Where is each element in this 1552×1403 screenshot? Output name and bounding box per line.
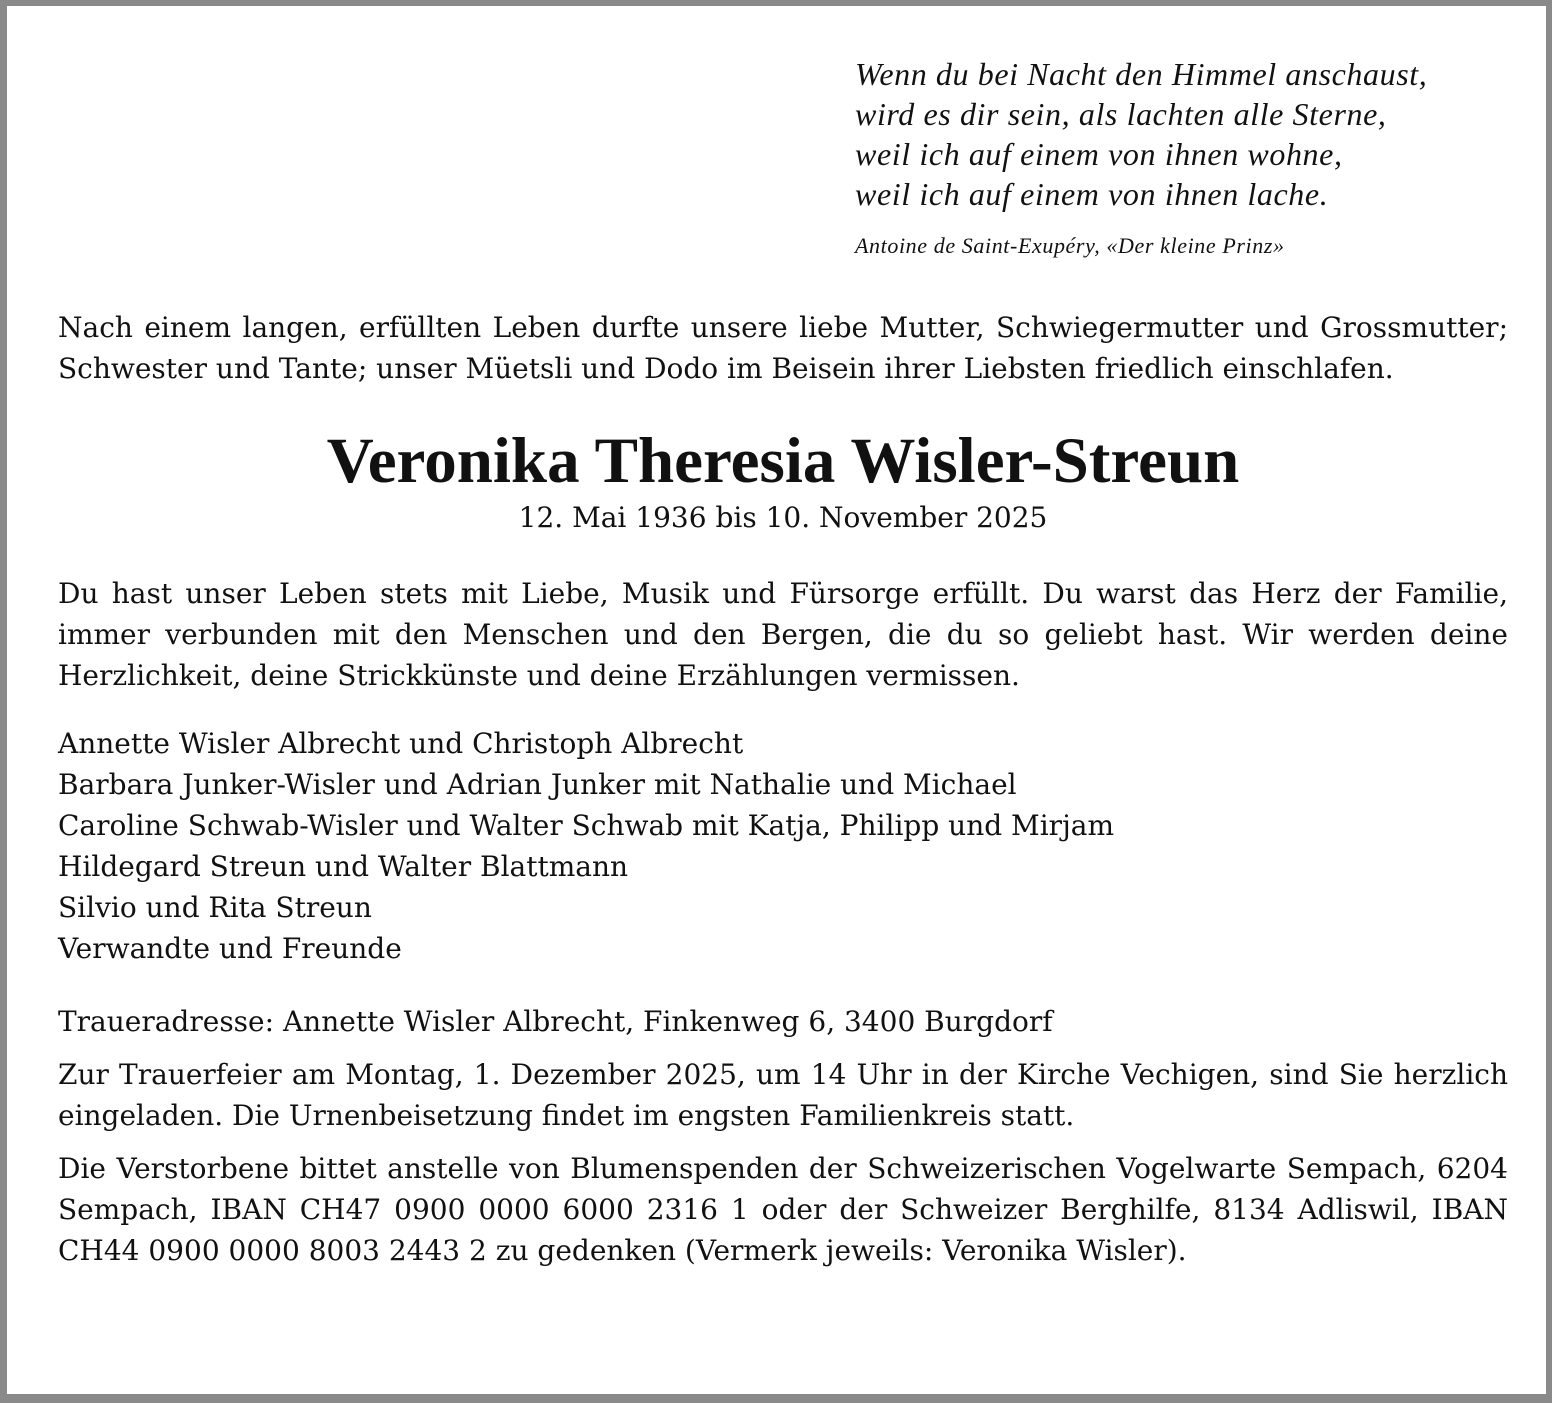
funeral-service-info: Zur Trauerfeier am Montag, 1. Dezember 2025, um 14 Uhr in der Kirche Vechigen, sind Sie herzlich eingeladen. Die Urnenbeisetzung findet im engsten Familienkreis statt. [58, 1058, 1508, 1132]
mourners-list [58, 723, 1508, 969]
quote-line: weil ich auf einem von ihnen lache. [855, 176, 1329, 212]
epigraph-quote [855, 54, 1508, 214]
deceased-name: Veronika Theresia Wisler-Streun [326, 425, 1240, 497]
tribute-paragraph: Du hast unser Leben stets mit Liebe, Musik und Fürsorge erfüllt. Du warst das Herz der Familie, immer verbunden mit den Menschen und den Bergen, die du so geliebt hast. Wir werden deine Herzlichkeit, deine Strickkünste und deine Erzählungen vermissen. [58, 577, 1508, 692]
obituary-content [58, 54, 1508, 1271]
mourning-address: Traueradresse: Annette Wisler Albrecht, Finkenweg 6, 3400 Burgdorf [58, 1005, 1053, 1038]
intro-paragraph: Nach einem langen, erfüllten Leben durfte unsere liebe Mutter, Schwiegermutter und Grossmutter; Schwester und Tante; unser Müetsli und Dodo im Beisein ihrer Liebsten friedlich einschlafen. [58, 311, 1508, 385]
mourner-entry: Silvio und Rita Streun [58, 891, 372, 924]
mourner-entry: Annette Wisler Albrecht und Christoph Albrecht [58, 727, 744, 760]
quote-line: weil ich auf einem von ihnen wohne, [855, 136, 1343, 172]
mourner-entry: Barbara Junker-Wisler und Adrian Junker mit Nathalie und Michael [58, 768, 1017, 801]
mourner-entry: Hildegard Streun und Walter Blattmann [58, 850, 629, 883]
mourner-entry: Verwandte und Freunde [58, 932, 402, 965]
quote-line: Wenn du bei Nacht den Himmel anschaust, [855, 56, 1428, 92]
mourner-entry: Caroline Schwab-Wisler und Walter Schwab mit Katja, Philipp und Mirjam [58, 809, 1114, 842]
quote-attribution: Antoine de Saint-Exupéry, «Der kleine Prinz» [855, 233, 1285, 258]
donation-request: Die Verstorbene bittet anstelle von Blumenspenden der Schweizerischen Vogelwarte Sempach, 6204 Sempach, IBAN CH47 0900 0000 6000 2316 1 oder der Schweizer Berghilfe, 8134 Adliswil, IBAN CH44 0900 0000 8003 2443 2 zu gedenken (Vermerk jeweils: Veronika Wisler). [58, 1152, 1508, 1267]
quote-line: wird es dir sein, als lachten alle Sterne, [855, 96, 1387, 132]
life-dates: 12. Mai 1936 bis 10. November 2025 [518, 501, 1048, 534]
